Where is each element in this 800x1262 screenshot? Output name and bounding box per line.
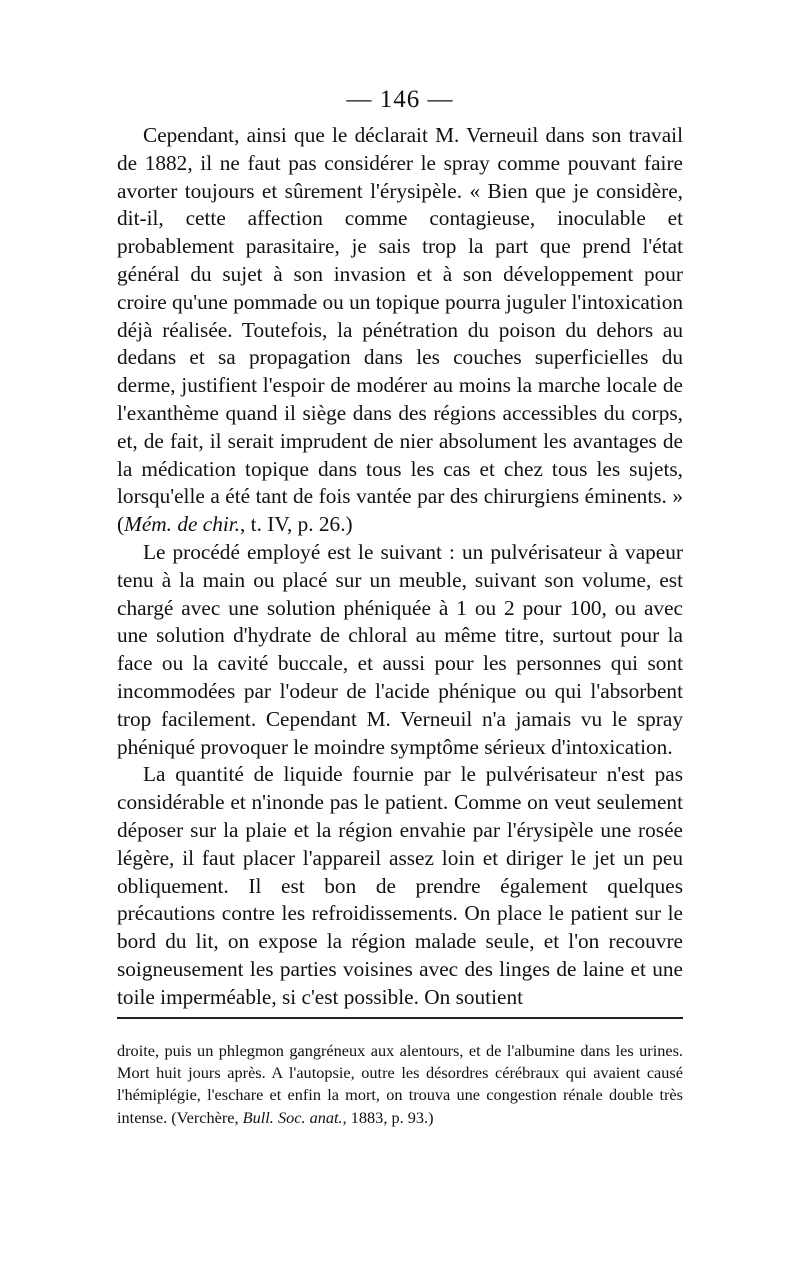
page-number: — 146 — xyxy=(346,86,454,113)
footnote-divider xyxy=(117,1017,683,1019)
footnote-citation-reference: , 1883, p. 93.) xyxy=(342,1107,434,1127)
footnote-paragraph xyxy=(117,1040,683,1129)
paragraph-quote xyxy=(117,122,683,539)
paragraph-quantity: La quantité de liquide fournie par le pulvérisateur n'est pas considérable et n'inonde pas le patient. Comme on veut seulement déposer sur la plaie et la région envahie par l'érysipèle une rosée légère, il faut placer l'appareil assez loin et diriger le jet un peu obliquement. Il est bon de prendre également quelques précautions contre les refroidissements. On place le patient sur le bord du lit, on expose la région malade seule, et l'on recouvre soigneusement les parties voisines avec des linges de laine et une toile imperméable, si c'est possible. On soutient xyxy=(117,762,683,1009)
paragraph-procedure: Le procédé employé est le suivant : un pulvérisateur à vapeur tenu à la main ou placé sur un meuble, suivant son volume, est chargé avec une solution phéniquée à 1 ou 2 pour 100, ou avec une solution d'hydrate de chloral au même titre, surtout pour la face ou la cavité buccale, et aussi pour les personnes qui sont incommodées par l'odeur de l'acide phénique ou qui l'absorbent trop facilement. Cependant M. Verneuil n'a jamais vu le spray phéniqué provoquer le moindre symptôme sérieux d'intoxication. xyxy=(117,539,683,759)
footnote-text: droite, puis un phlegmon gangréneux aux alentours, et de l'albumine dans les urines. Mort huit jours après. A l'autopsie, outre les désordres cérébraux qui avaient causé l'hémiplégie, l'eschare et enfin la mort, on trouva une congestion rénale double très intense. (Verchère, xyxy=(117,1041,683,1127)
citation-title: Mém. de chir. xyxy=(124,512,241,537)
footnote-citation-title: Bull. Soc. anat. xyxy=(242,1107,343,1127)
footnote xyxy=(117,1040,683,1129)
main-text xyxy=(117,122,683,1012)
citation-reference: , t. IV, p. 26.) xyxy=(240,512,353,537)
paragraph-quote-text: Cependant, ainsi que le déclarait M. Verneuil dans son travail de 1882, il ne faut pas considérer le spray comme pouvant faire avorter toujours et sûrement l'érysipèle. « Bien que je considère, dit-il, cette affection comme contagieuse, inoculable et probablement parasitaire, je sais trop la part que prend l'état général du sujet à son invasion et à son développement pour croire qu'une pommade ou un topique pourra juguler l'intoxication déjà réalisée. Toutefois, la pénétration du poison du dehors au dedans et sa propagation dans les couches superficielles du derme, justifient l'espoir de modérer au moins la marche locale de l'exanthème quand il siège dans des régions accessibles du corps, et, de fait, il serait imprudent de nier absolument les avantages de la médication topique dans tous les cas et chez tous les sujets, lorsqu'elle a été tant de fois vantée par des chirurgiens éminents. » ( xyxy=(117,123,683,537)
